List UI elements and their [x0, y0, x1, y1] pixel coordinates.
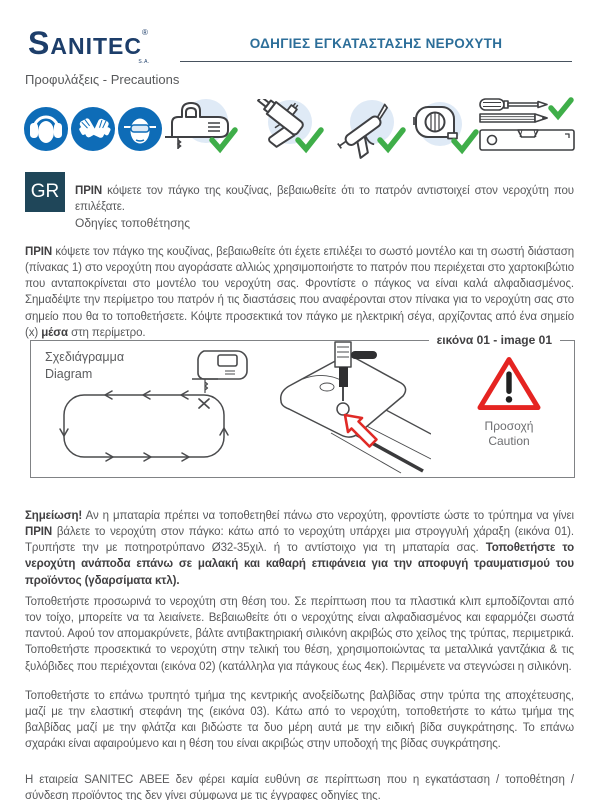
protective-gloves-icon [71, 107, 115, 151]
precautions-heading: Προφυλάξεις - Precautions [25, 72, 180, 87]
face-protection-icon [118, 107, 162, 151]
language-badge-gr: GR [25, 172, 65, 212]
caution-sign [463, 355, 555, 449]
diagram-label: Σχεδιάγραμμα Diagram [45, 350, 125, 381]
figure-label: εικόνα 01 - image 01 [429, 332, 560, 348]
disclaimer: Η εταιρεία SANITEC ΑΒΕΕ δεν φέρει καμία ευθύνη σε περίπτωση που η εγκατάσταση / τοποθέτηση / σύνδεση προϊόντος της δεν γίνει σύμφωνα με τις έγγραφες οδηγίες της. [25, 773, 574, 800]
warning-triangle-icon [476, 355, 542, 413]
page-title: ΟΔΗΓΙΕΣ ΕΓΚΑΤΑΣΤΑΣΗΣ ΝΕΡΟΧΥΤΗ [249, 36, 503, 51]
valve-paragraph: Τοποθετήστε το επάνω τρυπητό τμήμα της κεντρικής ανοξείδωτης βαλβίδας στην τρύπα της αποχέτευσης, μαζί με την ελαστική στεφάνη της (εικόνα 03). Κάτω από το νεροχύτη, τοποθετήστε το κάτω τμήμα της βαλβίδας μαζί με την φλάτζα και βιδώστε τα δυο μέρη αυτά με την ειδική βίδα συγκράτησης. Το επάνω σχαράκι είναι αφαιρούμενο και η θέση του είναι ακριβώς στην υποδοχή της βίδας συγκράτησης. [25, 689, 574, 751]
title-divider [180, 61, 572, 62]
jigsaw-icon [160, 99, 242, 161]
gr-intro-paragraph: ΠΡΙΝ κόψετε τον πάγκο της κουζίνας, βεβαιωθείτε ότι το πατρόν αντιστοιχεί στον νεροχύτη που επιλέξατε. [75, 184, 574, 213]
placement-paragraph: Τοποθετήστε προσωρινά το νεροχύτη στη θέση του. Σε περίπτωση που τα πλαστικά κλιπ εμποδίζονται από τον τοίχο, μπορείτε να τα λειαίνετε. Βεβαιωθείτε ότι ο νεροχύτης είναι αλφαδιασμένος και εφαρμόζει σωστά παντού. Αφού τον απομακρύνετε, βάλτε αντιβακτηριακή σιλικόνη ακριβώς στο χείλος της τρύπας, περιμετρικά. Τοποθετήστε προσεκτικά το νεροχύτη στην τελική του θέση, χρησιμοποιώντας τα μεταλλικά γαντζάκια & τις ξυλόβιδες που περιέχονται (εικόνα 02) (κατάλληλα για πάγκους έως 4εκ). Περιμένετε να στεγνώσει η σιλικόνη. [25, 595, 574, 673]
caution-label: Προσοχή Caution [484, 419, 534, 448]
logo-sa-suffix: S.A. [138, 59, 150, 65]
sanitec-logo [28, 26, 148, 63]
sink-drilling-illustration [249, 341, 431, 476]
tape-measure-icon [404, 99, 482, 161]
bold-prin: ΠΡΙΝ [75, 184, 103, 197]
cutting-path-diagram [56, 387, 231, 469]
note-paragraph: Σημείωση! Αν η μπαταρία πρέπει να τοποθετηθεί πάνω στο νεροχύτη, φροντίστε ώστε το τρύπημα να γίνει ΠΡΙΝ βάλετε το νεροχύτη στον πάγκο: κάτω από το νεροχύτη υπάρχει μια στρογγυλή χάραξη (εικόνα 01). Τρυπήστε την με ποτηροτρύπανο Ø32-35χιλ. ή το αντίστοιχο για τη μπαταρία σας. Τοποθετήστε το νεροχύτη ανάποδα επάνω σε μαλακή και καθαρή επιφάνεια για την αποφυγή τραυματισμού του προϊόντος (γδαρσίματα κτλ). [25, 509, 574, 587]
figure-01 [30, 333, 575, 478]
logo-text: SANITEC [28, 25, 142, 61]
main-paragraph: ΠΡΙΝ κόψετε τον πάγκο της κουζίνας, βεβαιωθείτε ότι έχετε επιλέξει το σωστό μοντέλο και τη σωστή διάσταση (πίνακας 1) στο νεροχύτη που αγοράσατε αλλιώς χρησιμοποιήστε το πατρόν που περιέχεται στο χαρτοκιβώτιο που ανταποκρίνεται στο μοντέλο του νεροχύτη σας. Φροντίστε ο πάγκος να είναι καλά αλφαδιασμένος. Σημαδέψτε την περίμετρο του πατρόν ή τις διαστάσεις που αναφέρονται στον πίνακα για το νεροχύτη σας στο σημείο που θα το τοποθετήσετε. Κόψτε προσεκτικά τον πάγκο με ηλεκτρική σέγα, αρχίζοντας από ένα σημείο (x) μέσα στη περίμετρο. [25, 245, 574, 339]
ear-protection-icon [24, 107, 68, 151]
registered-mark: ® [141, 28, 148, 37]
power-drill-icon [246, 99, 328, 161]
caulk-gun-icon [328, 99, 410, 161]
installation-heading: Οδηγίες τοποθέτησης [75, 216, 190, 230]
screwdriver-pencil-level-icon [478, 97, 578, 159]
